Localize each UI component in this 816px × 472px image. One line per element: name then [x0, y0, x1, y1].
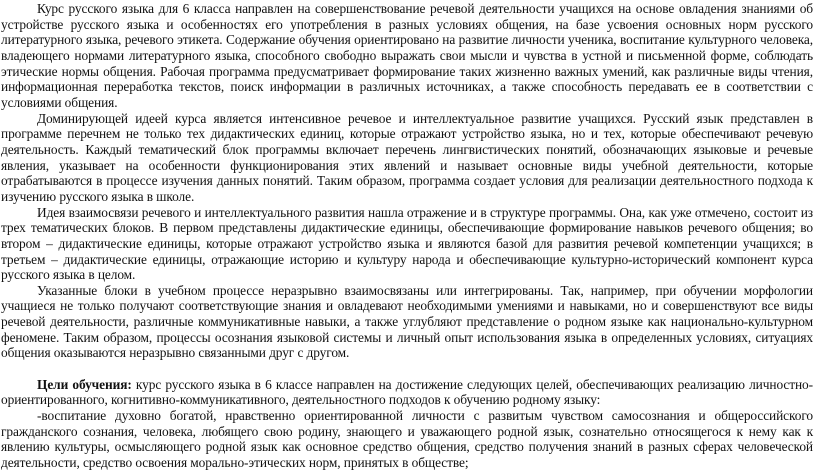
blank-line — [1, 361, 813, 377]
structure-paragraph: Идея взаимосвязи речевого и интеллектуального развития нашла отражение и в структуре программы. Она, как уже отмечено, состоит из трех тематических блоков. В первом представлены дидактические единицы, обеспечивающие формирование навыков речевого общения; во втором – дидактические единицы, которые отражают устройство языка и являются базой для развития речевой компетенции учащихся; в третьем – дидактические единицы, отражающие историю и культуру народа и обеспечивающие культурно-исторический компонент курса русского языка в целом. — [1, 204, 813, 283]
goals-paragraph — [1, 377, 813, 408]
intro-paragraph: Курс русского языка для 6 класса направлен на совершенствование речевой деятельности учащихся на основе овладения знаниями об устройстве русского языка и особенностях его употребления в разных условиях общения, на базе усвоения основных норм русского литературного языка, речевого этикета. Содержание обучения ориентировано на развитие личности ученика, воспитание культурного человека, владеющего нормами литературного языка, способного свободно выражать свои мысли и чувства в устной и письменной форме, соблюдать этические нормы общения. Рабочая программа предусматривает формирование таких жизненно важных умений, как различные виды чтения, информационная переработка текстов, поиск информации в различных источниках, а также способность передавать ее в соответствии с условиями общения. — [1, 1, 813, 110]
goal-item-1: -воспитание духовно богатой, нравственно ориентированной личности с развитым чувством самосознания и общероссийского гражданского сознания, человека, любящего свою родину, знающего и уважающего родной язык, сознательно относящегося к нему как к явлению культуры, осмысляющего родной язык как основное средство общения, средство получения знаний в разных сферах человеческой деятельности, средство освоения морально-этических норм, принятых в обществе; — [1, 408, 813, 470]
integration-paragraph: Указанные блоки в учебном процессе неразрывно взаимосвязаны или интегрированы. Так, например, при обучении морфологии учащиеся не только получают соответствующие знания и овладевают необходимыми умениями и навыками, но и совершенствуют все виды речевой деятельности, различные коммуникативные навыки, а также углубляют представление о родном языке как национально-культурном феномене. Таким образом, процессы осознания языковой системы и личный опыт использования языка в определенных условиях, ситуациях общения оказываются неразрывно связанными друг с другом. — [1, 282, 813, 361]
goals-text: курс русского языка в 6 классе направлен на достижение следующих целей, обеспечивающих реализацию личностно-ориентированного, когнитивно-коммуникативного, деятельностного подходов к обучению родному языку: — [1, 376, 813, 408]
goals-label: Цели обучения: — [37, 376, 132, 392]
dominant-idea-paragraph: Доминирующей идеей курса является интенсивное речевое и интеллектуальное развитие учащихся. Русский язык представлен в программе перечнем не только тех дидактических единиц, которые отражают устройство языка, но и тех, которые обеспечивают речевую деятельность. Каждый тематический блок программы включает перечень лингвистических понятий, обозначающих языковые и речевые явления, указывает на особенности функционирования этих явлений и называет основные виды учебной деятельности, которые отрабатываются в процессе изучения данных понятий. Таким образом, программа создает условия для реализации деятельностного подхода к изучению русского языка в школе. — [1, 110, 813, 204]
